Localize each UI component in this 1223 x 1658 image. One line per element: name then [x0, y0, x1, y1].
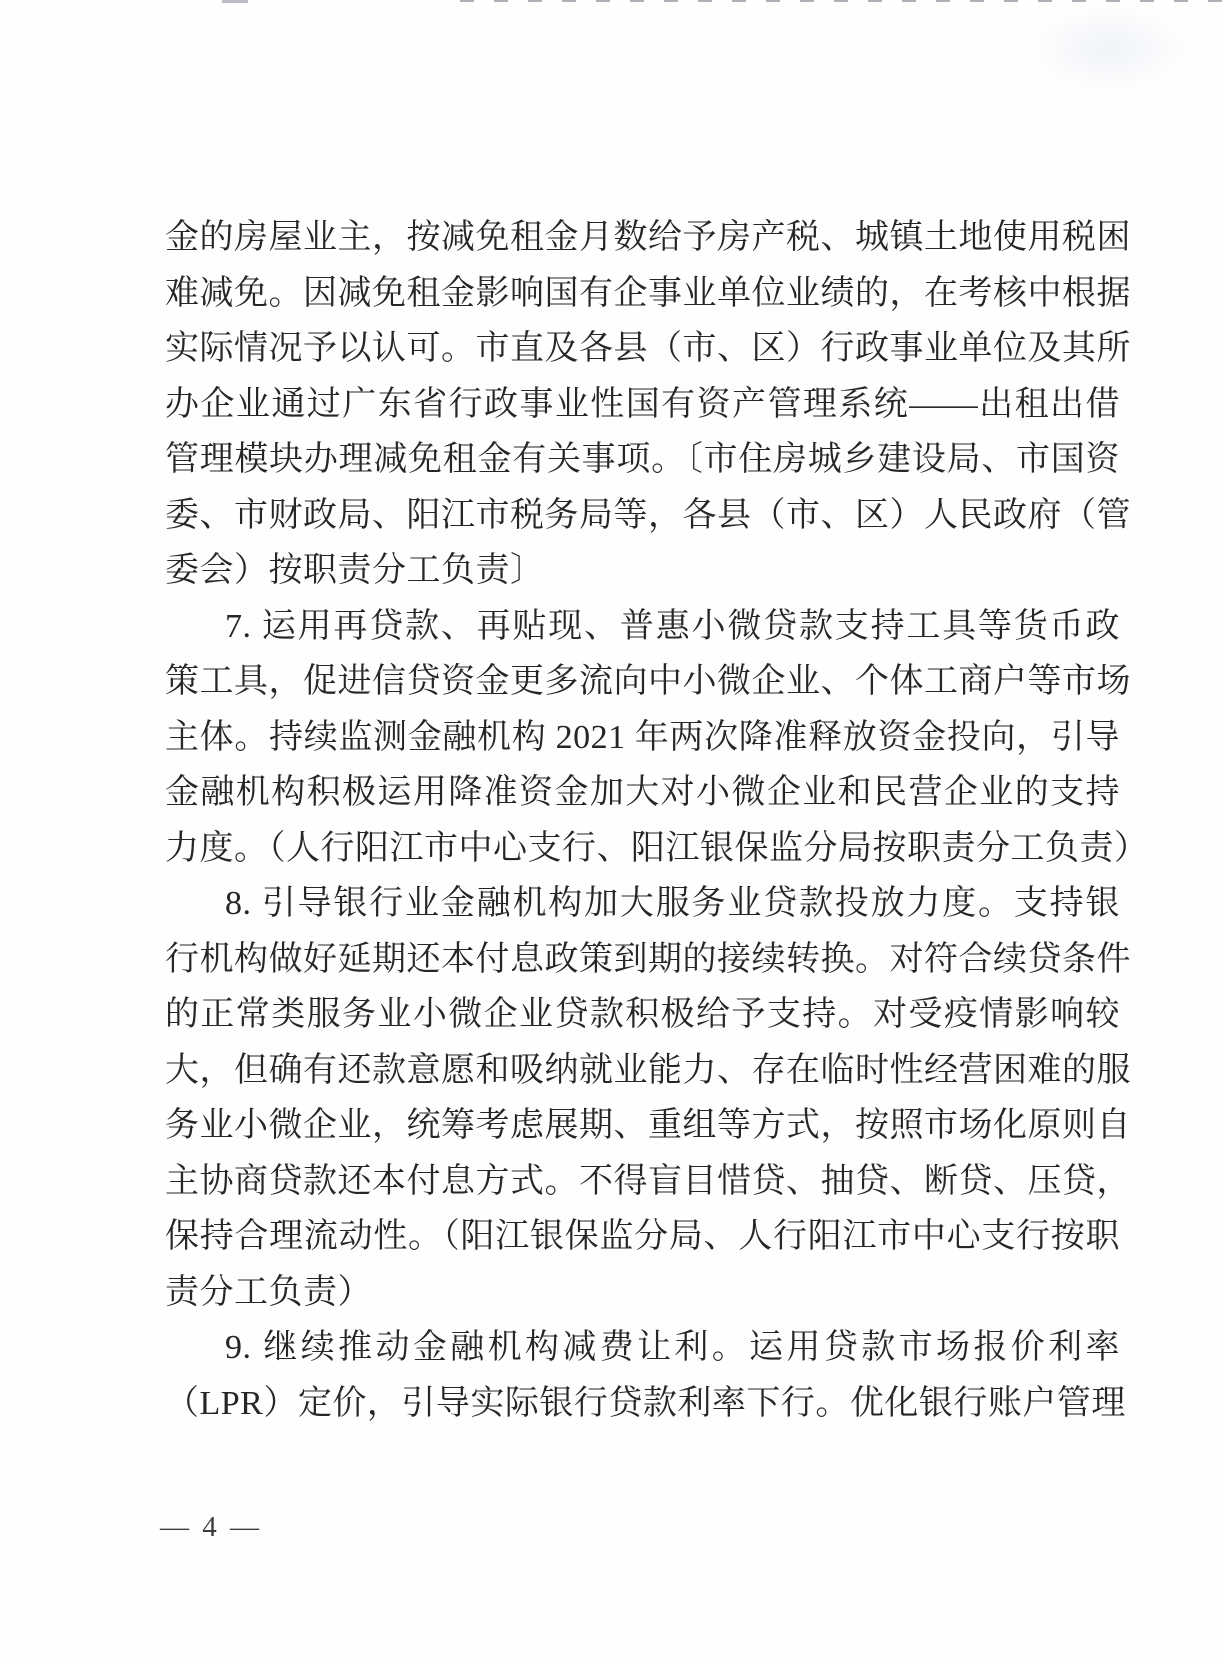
text-line-item-8: 8. 引导银行业金融机构加大服务业贷款投放力度。支持银: [225, 885, 1120, 922]
text-line: 实际情况予以认可。市直及各县（市、区）行政事业单位及其所: [165, 330, 1131, 367]
text-line: 务业小微企业，统筹考虑展期、重组等方式，按照市场化原则自: [165, 1107, 1131, 1144]
text-line: 的正常类服务业小微企业贷款积极给予支持。对受疫情影响较: [165, 996, 1120, 1033]
text-line: 保持合理流动性。（阳江银保监分局、人行阳江市中心支行按职: [165, 1218, 1120, 1255]
text-line: 主体。持续监测金融机构 2021 年两次降准释放资金投向，引导: [165, 718, 1120, 756]
scan-artifact-top-edge: [460, 0, 1223, 2]
document-body: [165, 210, 1149, 1431]
text-line: 委、市财政局、阳江市税务局等，各县（市、区）人民政府（管: [165, 496, 1131, 534]
page-number: — 4 —: [160, 1511, 262, 1543]
text-line: 力度。（人行阳江市中心支行、阳江银保监分局按职责分工负责）: [165, 829, 1149, 867]
text-line: 难减免。因减免租金影响国有企事业单位业绩的，在考核中根据: [165, 274, 1131, 312]
text-line: 金的房屋业主，按减免租金月数给予房产税、城镇土地使用税困: [165, 219, 1131, 256]
scan-artifact-smudge: [1030, 6, 1190, 91]
text-line: 金融机构积极运用降准资金加大对小微企业和民营企业的支持: [165, 774, 1120, 811]
scan-artifact-tick: [222, 0, 248, 3]
text-line: 大，但确有还款意愿和吸纳就业能力、存在临时性经营困难的服: [165, 1051, 1131, 1089]
text-line: 策工具，促进信贷资金更多流向中小微企业、个体工商户等市场: [165, 663, 1131, 700]
text-line: 责分工负责）: [165, 1273, 372, 1311]
text-line: 办企业通过广东省行政事业性国有资产管理系统——出租出借: [165, 385, 1120, 423]
text-line: 委会）按职责分工负责〕: [165, 552, 545, 589]
text-line: 行机构做好延期还本付息政策到期的接续转换。对符合续贷条件: [165, 940, 1131, 978]
text-line: 管理模块办理减免租金有关事项。〔市住房城乡建设局、市国资: [165, 441, 1120, 478]
text-line-item-9: 9. 继续推动金融机构减费让利。运用贷款市场报价利率: [225, 1329, 1120, 1366]
text-line: 主协商贷款还本付息方式。不得盲目惜贷、抽贷、断贷、压贷，: [165, 1162, 1131, 1200]
text-line: （LPR）定价，引导实际银行贷款利率下行。优化银行账户管理: [165, 1384, 1126, 1422]
text-line-item-7: 7. 运用再贷款、再贴现、普惠小微贷款支持工具等货币政: [225, 607, 1120, 645]
